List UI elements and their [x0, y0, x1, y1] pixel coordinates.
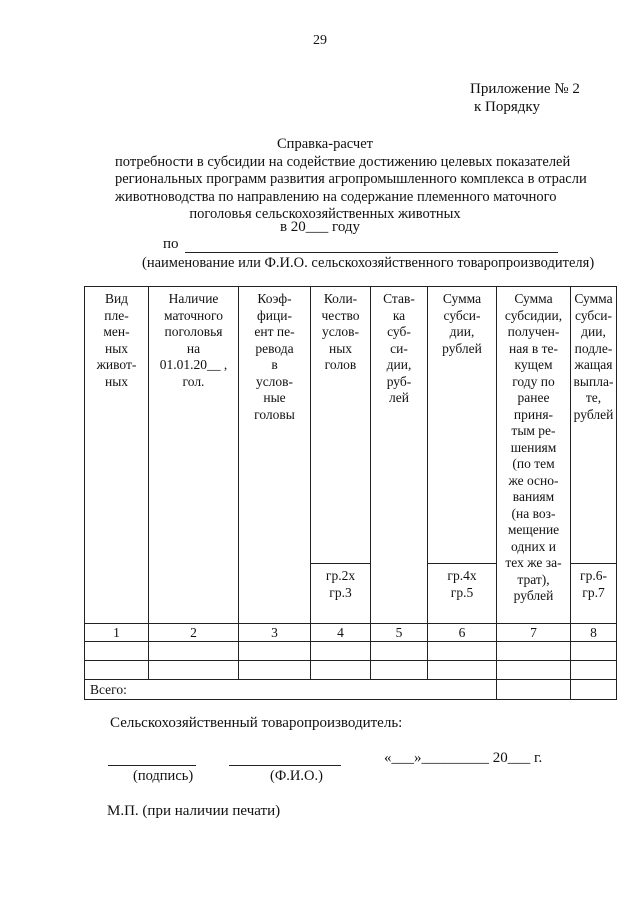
calculation-table [84, 286, 617, 700]
column-number: 1 [85, 624, 149, 642]
total-cell[interactable] [571, 680, 617, 700]
column-number: 8 [571, 624, 617, 642]
signature-field[interactable] [108, 765, 196, 766]
header-cell: Вид пле- мен- ных живот- ных [85, 287, 149, 624]
table-cell[interactable] [571, 661, 617, 680]
column-number: 7 [497, 624, 571, 642]
column-number: 2 [149, 624, 239, 642]
header-cell: Сумма субси- дии, рублей гр.4х гр.5 [428, 287, 497, 624]
column-numbers-row [85, 624, 617, 642]
table-header-row [85, 287, 617, 624]
appendix-line-1: Приложение № 2 [470, 81, 580, 97]
producer-name-field[interactable] [185, 239, 558, 253]
seal-note: М.П. (при наличии печати) [107, 803, 281, 819]
table-cell[interactable] [497, 642, 571, 661]
table-cell[interactable] [85, 642, 149, 661]
column-number: 5 [371, 624, 428, 642]
appendix-heading [470, 80, 580, 116]
table-cell[interactable] [149, 661, 239, 680]
table-cell[interactable] [497, 661, 571, 680]
date-field[interactable]: «___»_________ 20___ г. [384, 750, 543, 766]
year-line: в 20___ году [279, 219, 361, 235]
table-cell[interactable] [239, 661, 311, 680]
table-cell[interactable] [239, 642, 311, 661]
title-line-1: Справка-расчет [277, 136, 373, 152]
table-cell[interactable] [149, 642, 239, 661]
header-cell: Став- ка суб- си- дии, руб- лей [371, 287, 428, 624]
producer-name-hint: (наименование или Ф.И.О. сельскохозяйственного товаропроизводителя) [142, 255, 595, 271]
total-row [85, 680, 617, 700]
column-number: 6 [428, 624, 497, 642]
table-cell[interactable] [311, 661, 371, 680]
appendix-line-2: к Порядку [474, 99, 540, 115]
table-cell[interactable] [371, 642, 428, 661]
formula-col8: гр.6- гр.7 [580, 568, 607, 600]
table-row [85, 642, 617, 661]
fio-label: (Ф.И.О.) [270, 768, 323, 784]
fio-field[interactable] [229, 765, 341, 766]
total-cell[interactable] [497, 680, 571, 700]
table-cell[interactable] [85, 661, 149, 680]
header-cell: Сумма субсидии, получен- ная в те- кущем году по ранее приня- тым ре- шениям (по тем же осно- ваниям (на воз- мещение одних и тех же за- трат), рублей [497, 287, 571, 624]
header-cell: Наличие маточного поголовья на 01.01.20__ , гол. [149, 287, 239, 624]
producer-label: Сельскохозяйственный товаропроизводитель: [110, 715, 403, 731]
title-line-2: потребности в субсидии на содействие достижению целевых показателей [115, 153, 571, 170]
formula-col4: гр.2х гр.3 [325, 568, 356, 600]
title-line-3: региональных программ развития агропромышленного комплекса в отрасли [115, 171, 587, 187]
producer-name-row [163, 236, 558, 253]
column-number: 3 [239, 624, 311, 642]
total-label: Всего: [85, 680, 497, 700]
table-cell[interactable] [428, 642, 497, 661]
table-cell[interactable] [311, 642, 371, 661]
signature-label: (подпись) [133, 768, 194, 784]
header-cell: Коли- чество услов- ных голов гр.2х гр.3 [311, 287, 371, 624]
document-title [115, 136, 587, 224]
table-row [85, 661, 617, 680]
table-cell[interactable] [428, 661, 497, 680]
column-number: 4 [311, 624, 371, 642]
table-cell[interactable] [571, 642, 617, 661]
table-cell[interactable] [371, 661, 428, 680]
po-label: по [163, 236, 179, 252]
header-cell: Коэф- фици- ент пе- ревода в услов- ные головы [239, 287, 311, 624]
formula-col6: гр.4х гр.5 [447, 568, 477, 600]
title-line-4: животноводства по направлению на содержание племенного маточного [115, 188, 557, 205]
header-cell: Сумма субси- дии, подле- жащая выпла- те, рублей гр.6- гр.7 [571, 287, 617, 624]
title-line-5: поголовья сельскохозяйственных животных [189, 206, 461, 222]
page-number: 29 [313, 33, 327, 48]
